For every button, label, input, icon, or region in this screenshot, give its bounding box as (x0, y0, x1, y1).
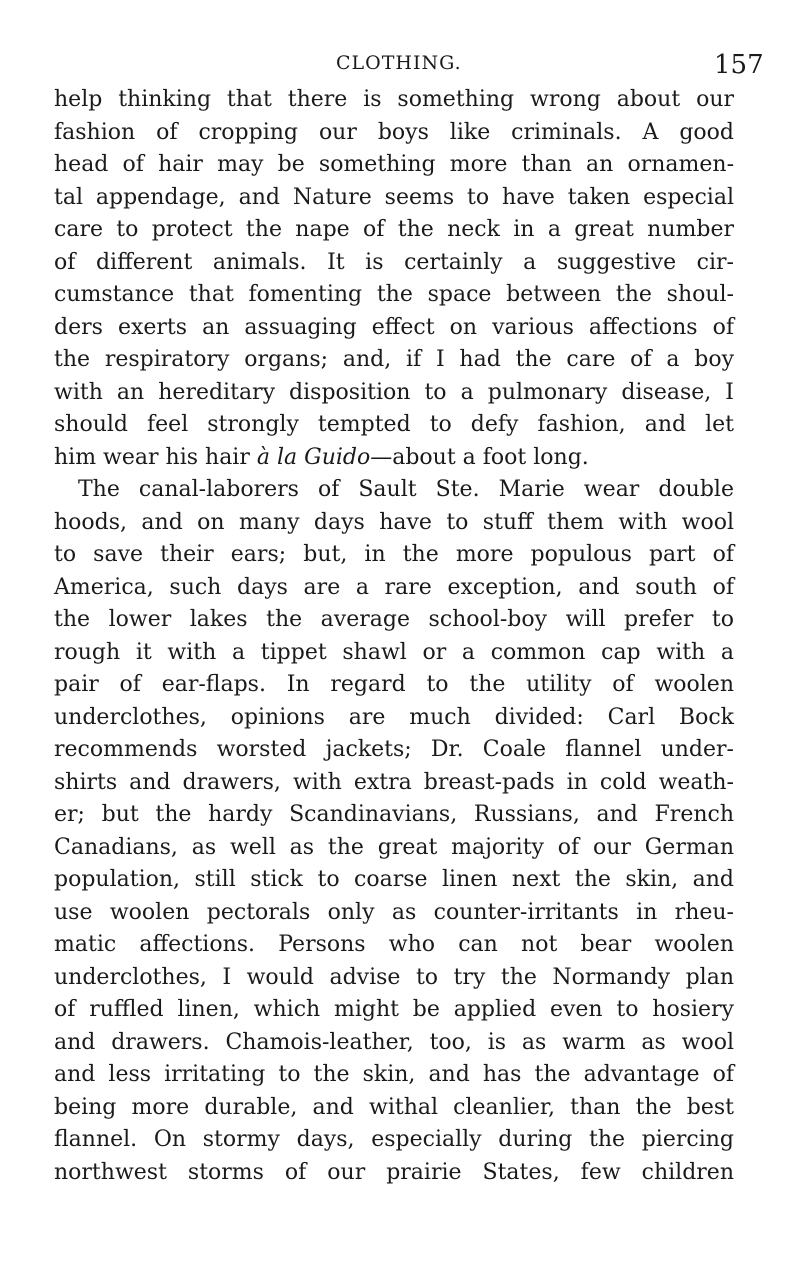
text-segment: —about a foot long. (370, 444, 589, 470)
text-line: hoods, and on many days have to stuff them with wool (54, 509, 734, 535)
text-line: of ruffled linen, which might be applied even to hosiery (54, 997, 734, 1022)
text-line: head of hair may be something more than an ornamen- (54, 152, 734, 177)
text-line: flannel. On stormy days, especially during the piercing (54, 1127, 734, 1152)
paragraph (54, 84, 734, 474)
text-line: help thinking that there is something wrong about our (54, 87, 734, 112)
text-line: The canal-laborers of Sault Ste. Marie wear double (78, 477, 734, 502)
text-line: care to protect the nape of the neck in a great number (54, 217, 734, 242)
text-line: recommends worsted jackets; Dr. Coale flannel under- (54, 737, 734, 762)
text-line: the respiratory organs; and, if I had the care of a boy (54, 347, 734, 372)
paragraph (54, 474, 734, 1189)
text-line: the lower lakes the average school-boy will prefer to (54, 607, 734, 632)
text-line: underclothes, I would advise to try the Normandy plan (54, 964, 734, 990)
text-line: America, such days are a rare exception, and south of (54, 574, 734, 600)
text-line: rough it with a tippet shawl or a common cap with a (54, 639, 734, 665)
text-line: underclothes, opinions are much divided: Carl Bock (54, 704, 734, 730)
text-line: shirts and drawers, with extra breast-pads in cold weath- (54, 769, 734, 795)
text-segment: him wear his hair (54, 444, 257, 470)
text-line: with an hereditary disposition to a pulmonary disease, I (54, 379, 734, 405)
italic-phrase: à la Guido (256, 444, 371, 470)
text-line: Canadians, as well as the great majority of our German (54, 834, 734, 860)
running-head (0, 52, 800, 82)
body-text (54, 84, 734, 1189)
text-line: and less irritating to the skin, and has the advantage of (54, 1062, 734, 1087)
text-line: use woolen pectorals only as counter-irritants in rheu- (54, 899, 734, 925)
page-number: 157 (714, 50, 764, 80)
text-line: er; but the hardy Scandinavians, Russians, and French (54, 802, 734, 827)
text-line: should feel strongly tempted to defy fashion, and let (54, 412, 734, 437)
text-line: population, still stick to coarse linen next the skin, and (54, 867, 734, 892)
text-line (54, 442, 734, 475)
text-line: matic affections. Persons who can not bear woolen (54, 932, 734, 957)
text-line: of different animals. It is certainly a suggestive cir- (54, 249, 734, 275)
text-line: northwest storms of our prairie States, few children (54, 1159, 734, 1185)
text-line: being more durable, and withal cleanlier, than the best (54, 1094, 734, 1120)
text-line: fashion of cropping our boys like criminals. A good (54, 119, 734, 145)
text-line: ders exerts an assuaging effect on various affections of (54, 314, 734, 340)
text-line: and drawers. Chamois-leather, too, is as warm as wool (54, 1029, 734, 1055)
text-line: tal appendage, and Nature seems to have taken especial (54, 184, 734, 210)
header-title: CLOTHING. (336, 52, 462, 74)
text-line: cumstance that fomenting the space between the shoul- (54, 282, 734, 307)
text-line: to save their ears; but, in the more populous part of (54, 542, 734, 567)
text-line: pair of ear-flaps. In regard to the utility of woolen (54, 672, 734, 697)
